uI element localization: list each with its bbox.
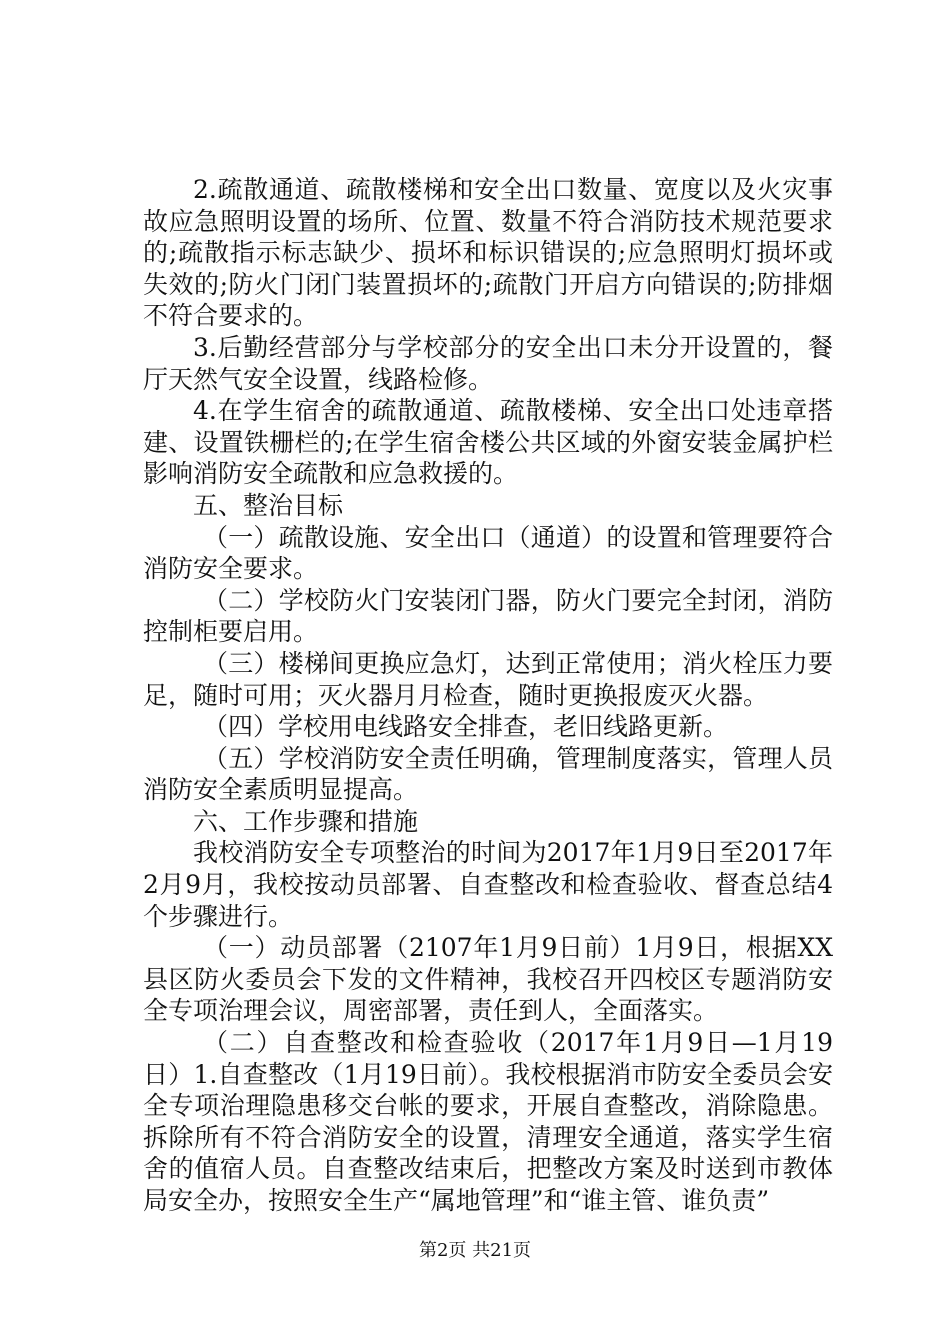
goal-item-5: （五）学校消防安全责任明确，管理制度落实，管理人员消防安全素质明显提高。 [143, 743, 833, 805]
page-number-footer: 第2页 共21页 [418, 1240, 532, 1261]
goal-item-1: （一）疏散设施、安全出口（通道）的设置和管理要符合消防安全要求。 [143, 522, 833, 584]
goal-item-4: （四）学校用电线路安全排查，老旧线路更新。 [203, 712, 729, 742]
section-heading-5: 五、整治目标 [193, 490, 344, 520]
paragraph-1: 2.疏散通道、疏散楼梯和安全出口数量、宽度以及火灾事故应急照明设置的场所、位置、数量不符合消防技术规范要求的;疏散指示标志缺少、损坏和标识错误的;应急照明灯损坏或失效的;防火门闭门装置损坏的;疏散门开启方向错误的;防排烟不符合要求的。 [143, 175, 833, 331]
paragraph-schedule: 我校消防安全专项整治的时间为2017年1月9日至2017年2月9月，我校按动员部署、自查整改和检查验收、督查总结4个步骤进行。 [143, 838, 833, 931]
goal-item-3: （三）楼梯间更换应急灯，达到正常使用；消火栓压力要足，随时可用；灭火器月月检查，随时更换报废灭火器。 [143, 648, 833, 710]
step-item-1: （一）动员部署（2107年1月9日前）1月9日，根据XX县区防火委员会下发的文件精神，我校召开四校区专题消防安全专项治理会议，周密部署，责任到人，全面落实。 [143, 933, 833, 1026]
step-item-2: （二）自查整改和检查验收（2017年1月9日—1月19日）1.自查整改（1月19日前）。我校根据消市防安全委员会安全专项治理隐患移交台帐的要求，开展自查整改，消除隐患。拆除所有不符合消防安全的设置，清理安全通道，落实学生宿舍的值宿人员。自查整改结束后，把整改方案及时送到市教体局安全办，按照安全生产“属地管理”和“谁主管、谁负责” [143, 1028, 833, 1215]
goal-item-2: （二）学校防火门安装闭门器，防火门要完全封闭，消防控制柜要启用。 [143, 585, 833, 647]
paragraph-2: 3.后勤经营部分与学校部分的安全出口未分开设置的，餐厅天然气安全设置，线路检修。 [143, 332, 833, 394]
document-body [143, 174, 833, 1217]
section-heading-6: 六、工作步骤和措施 [193, 806, 419, 836]
paragraph-3: 4.在学生宿舍的疏散通道、疏散楼梯、安全出口处违章搭建、设置铁栅栏的;在学生宿舍楼公共区域的外窗安装金属护栏影响消防安全疏散和应急救援的。 [143, 396, 833, 489]
